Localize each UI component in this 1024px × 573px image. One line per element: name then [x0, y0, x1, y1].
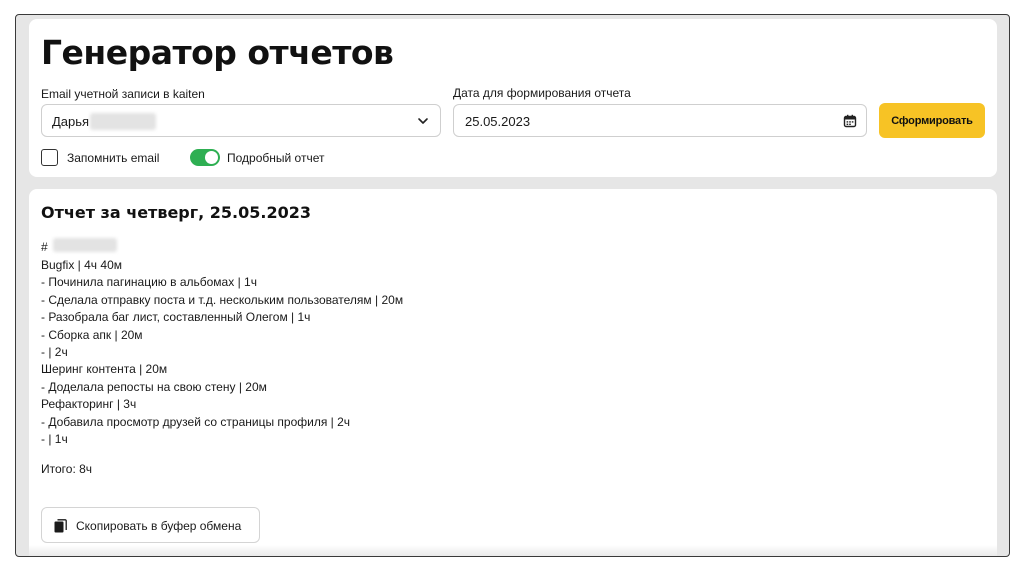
detailed-report-toggle[interactable]	[190, 149, 220, 166]
remember-email-label: Запомнить email	[67, 151, 160, 165]
report-line: - Добавила просмотр друзей со страницы профиля | 2ч	[41, 414, 351, 429]
copy-button-label: Скопировать в буфер обмена	[76, 519, 242, 533]
report-line: Шеринг контента | 20м	[41, 362, 168, 377]
date-input-value: 25.05.2023	[465, 114, 531, 129]
chevron-down-icon	[416, 114, 430, 128]
report-line: - | 2ч	[41, 345, 68, 360]
report-lines	[41, 257, 403, 448]
calendar-icon[interactable]	[843, 114, 857, 128]
email-field-label: Email учетной записи в kaiten	[41, 87, 205, 101]
date-input[interactable]	[453, 104, 867, 137]
redacted-project-name	[53, 238, 117, 252]
email-select[interactable]	[41, 104, 441, 137]
report-total: Итого: 8ч	[41, 462, 93, 476]
toggle-knob	[205, 151, 218, 164]
app-window	[15, 14, 1010, 557]
report-project-hash: #	[41, 240, 48, 254]
copy-icon	[54, 519, 67, 533]
email-select-value: Дарья	[52, 114, 90, 129]
report-panel	[29, 189, 997, 557]
redacted-surname	[90, 113, 156, 130]
report-line: - Сделала отправку поста и т.д. нескольким пользователям | 20м	[41, 292, 404, 307]
copy-to-clipboard-button[interactable]	[41, 507, 260, 543]
report-title: Отчет за четверг, 25.05.2023	[41, 203, 311, 222]
report-line: - Разобрала баг лист, составленный Олегом | 1ч	[41, 310, 311, 325]
remember-email-checkbox[interactable]	[41, 149, 58, 166]
report-line: - | 1ч	[41, 432, 68, 447]
scroll-fade	[29, 545, 997, 557]
date-field-label: Дата для формирования отчета	[453, 86, 631, 100]
report-line: - Доделала репосты на свою стену | 20м	[41, 379, 267, 394]
generator-panel	[29, 19, 997, 177]
report-line: - Сборка апк | 20м	[41, 327, 143, 342]
report-line: Рефакторинг | 3ч	[41, 397, 137, 412]
report-line: Bugfix | 4ч 40м	[41, 258, 122, 272]
generate-button[interactable]: Сформировать	[879, 103, 985, 138]
page-title: Генератор отчетов	[41, 33, 394, 72]
report-line: - Починила пагинацию в альбомах | 1ч	[41, 275, 257, 290]
detailed-report-label: Подробный отчет	[227, 151, 325, 165]
